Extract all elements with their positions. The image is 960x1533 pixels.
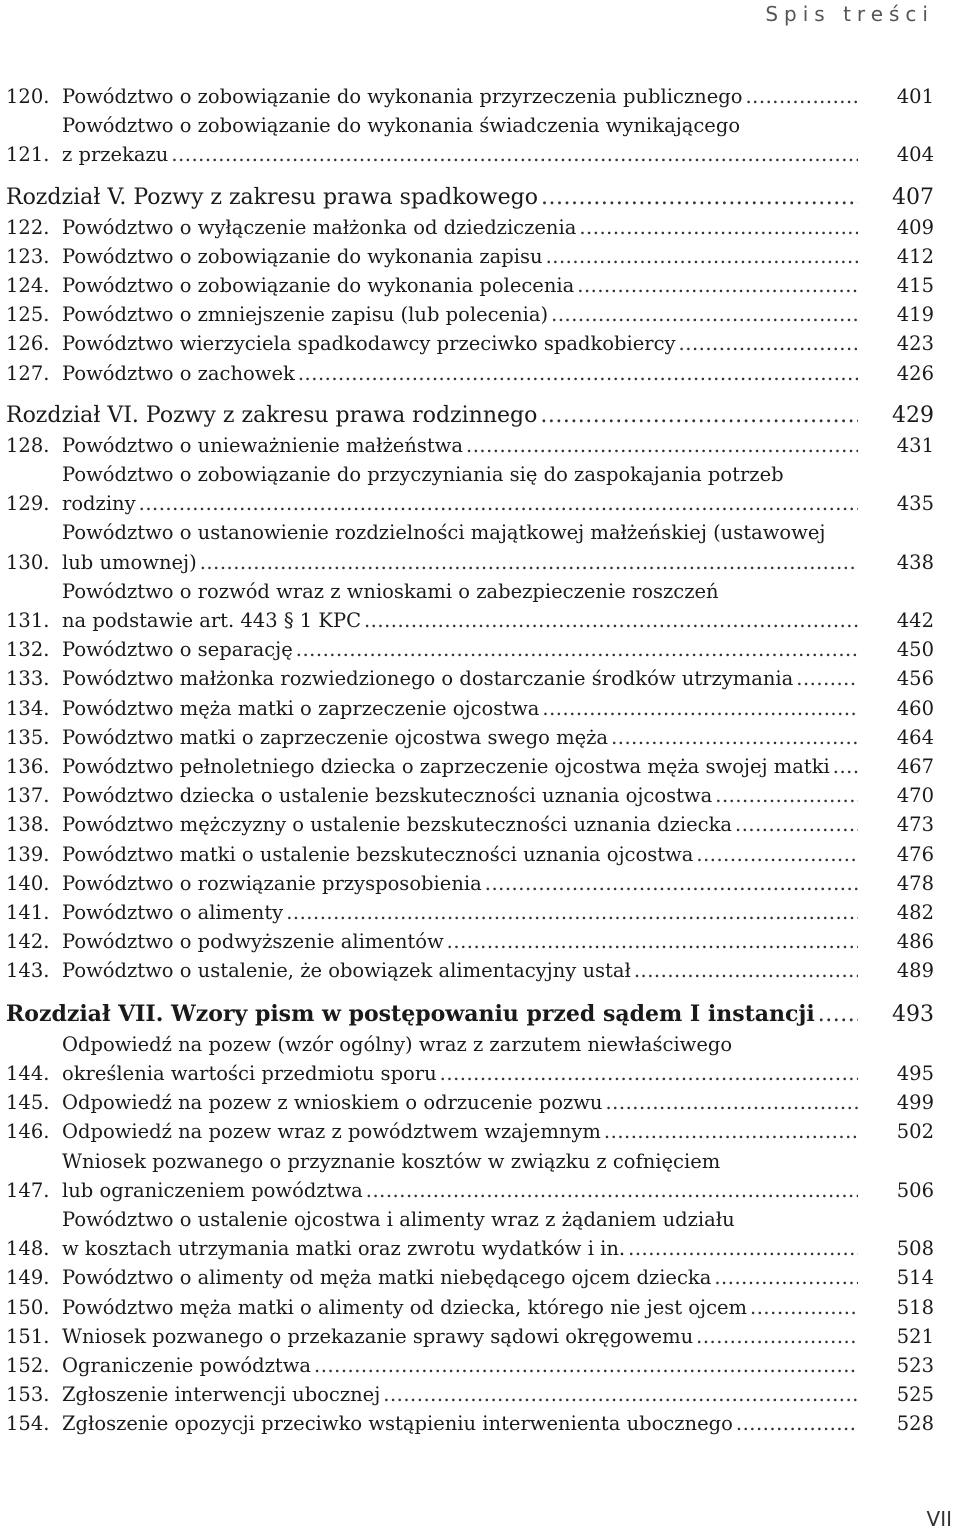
toc-entry-number: 120. [6,85,50,108]
toc-entry-number: 124. [6,274,50,298]
toc-entry-title: Wniosek pozwanego o przekazanie sprawy sądowi okręgowemu [62,1324,694,1348]
toc-entry-title: określenia wartości przedmiotu sporu [62,1061,437,1085]
toc-entry[interactable] [6,1293,934,1322]
toc-entry[interactable] [6,1380,934,1409]
toc-entry[interactable] [6,271,934,300]
toc-entry-number: 148. [6,1237,50,1261]
toc-entry[interactable] [6,781,934,810]
toc-entry-title: Powództwo małżonka rozwiedzionego o dostarczanie środków utrzymania [62,667,794,691]
toc-entry-title: lub umownej) [62,550,197,574]
toc-entry-number: 138. [6,813,50,837]
toc-page-number: 426 [896,361,934,385]
toc-entry-number: 151. [6,1324,50,1348]
toc-page-number: 450 [896,638,934,662]
toc-entry[interactable] [6,111,934,169]
toc-entry[interactable] [6,1205,934,1263]
toc-entry[interactable] [6,82,934,111]
toc-page-number: 502 [896,1120,934,1144]
toc-page-number: 482 [896,901,934,925]
dot-leader [715,781,858,810]
toc-entry-title: Powództwo o rozwód wraz z wnioskami o zabezpieczenie roszczeń [62,579,719,603]
dot-leader [604,1117,858,1146]
dot-leader [296,635,858,664]
toc-entry-number: 134. [6,696,50,720]
toc-entry-title: Powództwo o zachowek [62,361,295,385]
dot-leader [679,329,858,358]
toc-entry-number: 136. [6,755,50,779]
toc-entry-number: 133. [6,667,50,691]
toc-entry-number: 146. [6,1120,50,1144]
dot-leader [611,723,858,752]
toc-page-number: 419 [896,303,934,327]
toc-entry-title: Powództwo o separację [62,638,293,662]
toc-entry-number: 142. [6,930,50,954]
toc-entry-title: na podstawie art. 443 § 1 KPC [62,609,361,633]
chapter-title: Rozdział V. Pozwy z zakresu prawa spadkowego [6,184,538,210]
toc-page-number: 476 [896,842,934,866]
toc-entry-title: Powództwo pełnoletniego dziecka o zaprzeczenie ojcostwa męża swojej matki [62,755,830,779]
toc-page-number: 521 [896,1324,934,1348]
dot-leader [200,548,858,577]
toc-entry[interactable] [6,1117,934,1146]
toc-entry[interactable] [6,431,934,460]
toc-entry-title: Powództwo dziecka o ustalenie bezskuteczności uznania ojcostwa [62,784,713,808]
dot-leader [696,840,858,869]
toc-page-number: 495 [896,1061,934,1085]
dot-leader [551,300,858,329]
toc-entry-title: Powództwo o podwyższenie alimentów [62,930,444,954]
toc-entry-title: Powództwo męża matki o alimenty od dziecka, którego nie jest ojcem [62,1295,748,1319]
dot-leader [628,1234,858,1263]
toc-page-number: 470 [896,784,934,808]
toc-page-number: 456 [896,667,934,691]
toc-entry[interactable] [6,1088,934,1117]
toc-entry[interactable] [6,1409,934,1438]
table-of-contents [6,82,934,1439]
toc-entry-number: 141. [6,901,50,925]
toc-entry-title: Powództwo o alimenty od męża matki niebędącego ojcem dziecka [62,1266,712,1290]
dot-leader [696,1322,858,1351]
toc-page-number: 478 [896,871,934,895]
toc-page-number: 438 [896,550,934,574]
toc-entry-number: 137. [6,784,50,808]
toc-entry-number: 126. [6,332,50,356]
toc-entry-title: Odpowiedź na pozew (wzór ogólny) wraz z zarzutem niewłaściwego [62,1032,733,1056]
toc-entry-number: 131. [6,609,50,633]
toc-page-number: 423 [896,332,934,356]
toc-entry-title: Powództwo o zmniejszenie zapisu (lub polecenia) [62,303,549,327]
toc-page-number: 499 [896,1091,934,1115]
toc-entry-title: Powództwo o zobowiązanie do przyczyniania się do zaspokajania potrzeb [62,463,784,487]
toc-page-number: 404 [896,143,934,167]
dot-leader [541,183,858,213]
toc-entry[interactable] [6,723,934,752]
toc-entry-title: Wniosek pozwanego o przyznanie kosztów w związku z cofnięciem [62,1149,721,1173]
dot-leader [383,1380,858,1409]
dot-leader [736,1409,858,1438]
toc-chapter-heading[interactable] [6,999,934,1030]
toc-entry-title: w kosztach utrzymania matki oraz zwrotu wydatków i in. [62,1237,626,1261]
dot-leader [714,1263,858,1292]
toc-entry-title: Powództwo wierzyciela spadkodawcy przeciwko spadkobiercy [62,332,676,356]
dot-leader [298,359,858,388]
toc-entry-title: Ograniczenie powództwa [62,1353,312,1377]
toc-entry-number: 154. [6,1412,50,1436]
toc-entry-number: 129. [6,492,50,516]
toc-entry-title: Powództwo męża matki o zaprzeczenie ojcostwa [62,696,540,720]
dot-leader [366,1176,858,1205]
toc-page-number: 435 [896,492,934,516]
toc-entry-number: 125. [6,303,50,327]
toc-page-number: 442 [896,609,934,633]
toc-entry-title: Powództwo o ustanowienie rozdzielności majątkowej małżeńskiej (ustawowej [62,521,826,545]
toc-entry-number: 122. [6,215,50,239]
toc-page-number: 409 [896,215,934,239]
toc-entry[interactable] [6,1263,934,1292]
dot-leader [540,401,858,431]
toc-entry-number: 135. [6,725,50,749]
dot-leader [745,82,858,111]
dot-leader [634,956,858,985]
toc-entry-title: Powództwo o zobowiązanie do wykonania przyrzeczenia publicznego [62,85,743,108]
toc-entry-number: 127. [6,361,50,385]
dot-leader [364,606,858,635]
toc-entry-number: 123. [6,244,50,268]
toc-entry-title: z przekazu [62,143,169,167]
toc-entry-title: Powództwo o ustalenie, że obowiązek alimentacyjny ustał [62,959,631,983]
toc-entry[interactable] [6,898,934,927]
toc-page-number: 429 [892,402,934,428]
toc-entry-title: Powództwo mężczyzny o ustalenie bezskuteczności uznania dziecka [62,813,733,837]
toc-entry-title: Powództwo o zobowiązanie do wykonania zapisu [62,244,543,268]
toc-entry[interactable] [6,810,934,839]
dot-leader [735,810,858,839]
toc-page-number: 518 [896,1295,934,1319]
toc-page-number: 508 [896,1237,934,1261]
toc-entry[interactable] [6,956,934,985]
toc-entry-number: 149. [6,1266,50,1290]
toc-chapter-heading[interactable] [6,401,934,431]
toc-entry-number: 147. [6,1178,50,1202]
running-header: Spis treści [765,2,934,26]
chapter-title: Rozdział VII. Wzory pism w postępowaniu przed sądem I instancji [6,1000,815,1027]
toc-entry[interactable] [6,518,934,576]
toc-page-number: 473 [896,813,934,837]
toc-entry-number: 121. [6,143,50,167]
toc-entry[interactable] [6,840,934,869]
toc-entry-number: 139. [6,842,50,866]
dot-leader [485,869,858,898]
toc-entry[interactable] [6,1322,934,1351]
toc-entry-title: Odpowiedź na pozew wraz z powództwem wzajemnym [62,1120,601,1144]
toc-entry[interactable] [6,577,934,635]
toc-entry-number: 132. [6,638,50,662]
toc-entry[interactable] [6,664,934,693]
toc-entry-title: Odpowiedź na pozew z wnioskiem o odrzucenie pozwu [62,1091,603,1115]
dot-leader [833,752,858,781]
page-number: VII [926,1507,952,1531]
toc-entry-number: 130. [6,550,50,574]
dot-leader [542,694,858,723]
dot-leader [750,1293,858,1322]
dot-leader [546,242,858,271]
dot-leader [818,1000,858,1030]
toc-entry-title: Powództwo o rozwiązanie przysposobienia [62,871,482,895]
toc-entry-title: lub ograniczeniem powództwa [62,1178,363,1202]
toc-chapter-heading[interactable] [6,183,934,213]
dot-leader [466,431,858,460]
toc-entry-number: 144. [6,1061,50,1085]
toc-entry-title: Powództwo o wyłączenie małżonka od dziedziczenia [62,215,577,239]
dot-leader [579,213,858,242]
toc-entry-title: Powództwo o ustalenie ojcostwa i alimenty wraz z żądaniem udziału [62,1207,735,1231]
dot-leader [171,140,858,169]
toc-page-number: 431 [896,433,934,457]
dot-leader [139,489,858,518]
toc-entry-title: Powództwo matki o ustalenie bezskuteczności uznania ojcostwa [62,842,694,866]
toc-entry-title: rodziny [62,492,136,516]
toc-page-number: 489 [896,959,934,983]
toc-page-number: 528 [896,1412,934,1436]
toc-page-number: 467 [896,755,934,779]
toc-page-number: 401 [896,85,934,108]
toc-page-number: 415 [896,274,934,298]
dot-leader [286,898,858,927]
toc-entry[interactable] [6,300,934,329]
toc-page-number: 506 [896,1178,934,1202]
toc-page-number: 464 [896,725,934,749]
toc-page-number: 486 [896,930,934,954]
toc-page-number: 525 [896,1383,934,1407]
dot-leader [577,271,858,300]
dot-leader [796,664,858,693]
toc-entry-number: 152. [6,1353,50,1377]
toc-page-number: 460 [896,696,934,720]
toc-entry[interactable] [6,635,934,664]
toc-entry-number: 128. [6,433,50,457]
toc-entry-title: Zgłoszenie opozycji przeciwko wstąpieniu interwenienta ubocznego [62,1412,733,1436]
toc-entry-title: Powództwo matki o zaprzeczenie ojcostwa swego męża [62,725,609,749]
toc-entry[interactable] [6,359,934,388]
toc-page-number: 523 [896,1353,934,1377]
toc-entry[interactable] [6,242,934,271]
dot-leader [605,1088,858,1117]
toc-entry-title: Zgłoszenie interwencji ubocznej [62,1383,381,1407]
toc-page-number: 407 [892,184,934,210]
chapter-title: Rozdział VI. Pozwy z zakresu prawa rodzinnego [6,402,538,428]
toc-entry-number: 140. [6,871,50,895]
toc-page-number: 493 [892,1001,934,1027]
toc-entry[interactable] [6,329,934,358]
toc-entry[interactable] [6,1030,934,1088]
toc-entry-title: Powództwo o alimenty [62,901,284,925]
toc-entry[interactable] [6,694,934,723]
toc-entry[interactable] [6,213,934,242]
toc-page-number: 412 [896,244,934,268]
dot-leader [440,1059,858,1088]
toc-entry[interactable] [6,869,934,898]
toc-entry-number: 150. [6,1295,50,1319]
toc-entry-title: Powództwo o zobowiązanie do wykonania polecenia [62,274,575,298]
dot-leader [447,927,858,956]
toc-entry[interactable] [6,1351,934,1380]
toc-entry[interactable] [6,752,934,781]
toc-entry-title: Powództwo o zobowiązanie do wykonania świadczenia wynikającego [62,114,741,138]
toc-entry[interactable] [6,927,934,956]
toc-entry-title: Powództwo o unieważnienie małżeństwa [62,433,463,457]
toc-entry-number: 145. [6,1091,50,1115]
toc-entry[interactable] [6,460,934,518]
toc-entry[interactable] [6,1147,934,1205]
toc-page-number: 514 [896,1266,934,1290]
toc-entry-number: 143. [6,959,50,983]
toc-entry-number: 153. [6,1383,50,1407]
dot-leader [314,1351,858,1380]
